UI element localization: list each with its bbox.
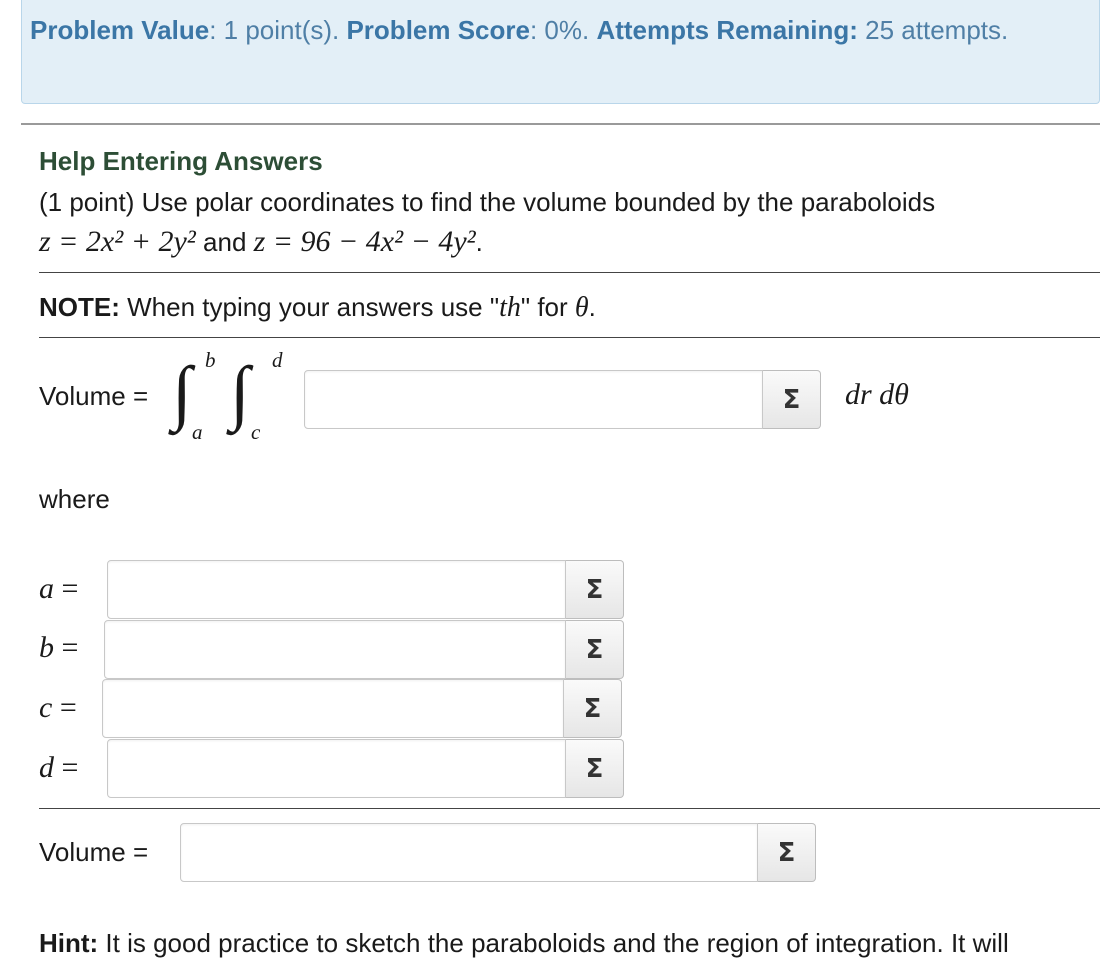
note-label: NOTE: — [39, 292, 120, 322]
problem-score-label: Problem Score — [346, 15, 530, 45]
equation-editor-button[interactable]: Σ — [566, 620, 624, 679]
inner-lower-limit: c — [251, 420, 261, 444]
volume-answer-input[interactable] — [180, 823, 758, 882]
limit-a-label: a = — [39, 572, 79, 605]
equation-editor-button[interactable]: Σ — [763, 370, 821, 429]
equation-editor-button[interactable]: Σ — [566, 560, 624, 619]
outer-upper-limit: b — [205, 348, 216, 372]
limit-c-input[interactable] — [102, 679, 564, 738]
equation-editor-button[interactable]: Σ — [564, 679, 622, 738]
volume-answer-label: Volume = — [39, 837, 149, 867]
limit-d-label: d = — [39, 751, 79, 784]
equation-editor-button[interactable]: Σ — [758, 823, 816, 882]
limit-c-label: c = — [39, 691, 77, 724]
where-label: where — [39, 484, 110, 514]
equation-lower-paraboloid: z = 2x² + 2y² — [39, 225, 196, 258]
differentials: dr dθ — [845, 378, 909, 411]
equation-editor-button[interactable]: Σ — [566, 739, 624, 798]
limit-a-input[interactable] — [107, 560, 566, 619]
volume-integral-label: Volume = — [39, 381, 149, 411]
inner-upper-limit: d — [272, 348, 283, 372]
hint-text: Hint: It is good practice to sketch the paraboloids and the region of integration. It will — [39, 928, 1009, 958]
divider — [39, 808, 1100, 809]
divider — [39, 272, 1100, 273]
equation-upper-paraboloid: z = 96 − 4x² − 4y² — [253, 225, 476, 258]
problem-statement: (1 point) Use polar coordinates to find the volume bounded by the paraboloids z = 2x² + 2y² and z = 96 − 4x² − 4y². — [39, 187, 936, 258]
note-text: NOTE: When typing your answers use "th" for θ. — [39, 292, 596, 323]
limit-b-label: b = — [39, 631, 79, 664]
hint-label: Hint: — [39, 928, 99, 958]
limit-d-input[interactable] — [107, 739, 566, 798]
inner-integral-sign: ∫ — [230, 352, 250, 432]
divider — [21, 123, 1100, 125]
divider — [39, 337, 1100, 338]
problem-value-label: Problem Value — [30, 15, 210, 45]
help-entering-answers-link[interactable]: Help Entering Answers — [39, 146, 323, 176]
attempts-remaining-label: Attempts Remaining: — [596, 15, 858, 45]
integrand-input[interactable] — [304, 370, 763, 429]
outer-integral-sign: ∫ — [172, 352, 192, 432]
outer-lower-limit: a — [192, 420, 203, 444]
problem-info-text: Problem Value: 1 point(s). Problem Score: 0%. Attempts Remaining: 25 attempts. — [30, 15, 1009, 45]
limit-b-input[interactable] — [104, 620, 566, 679]
